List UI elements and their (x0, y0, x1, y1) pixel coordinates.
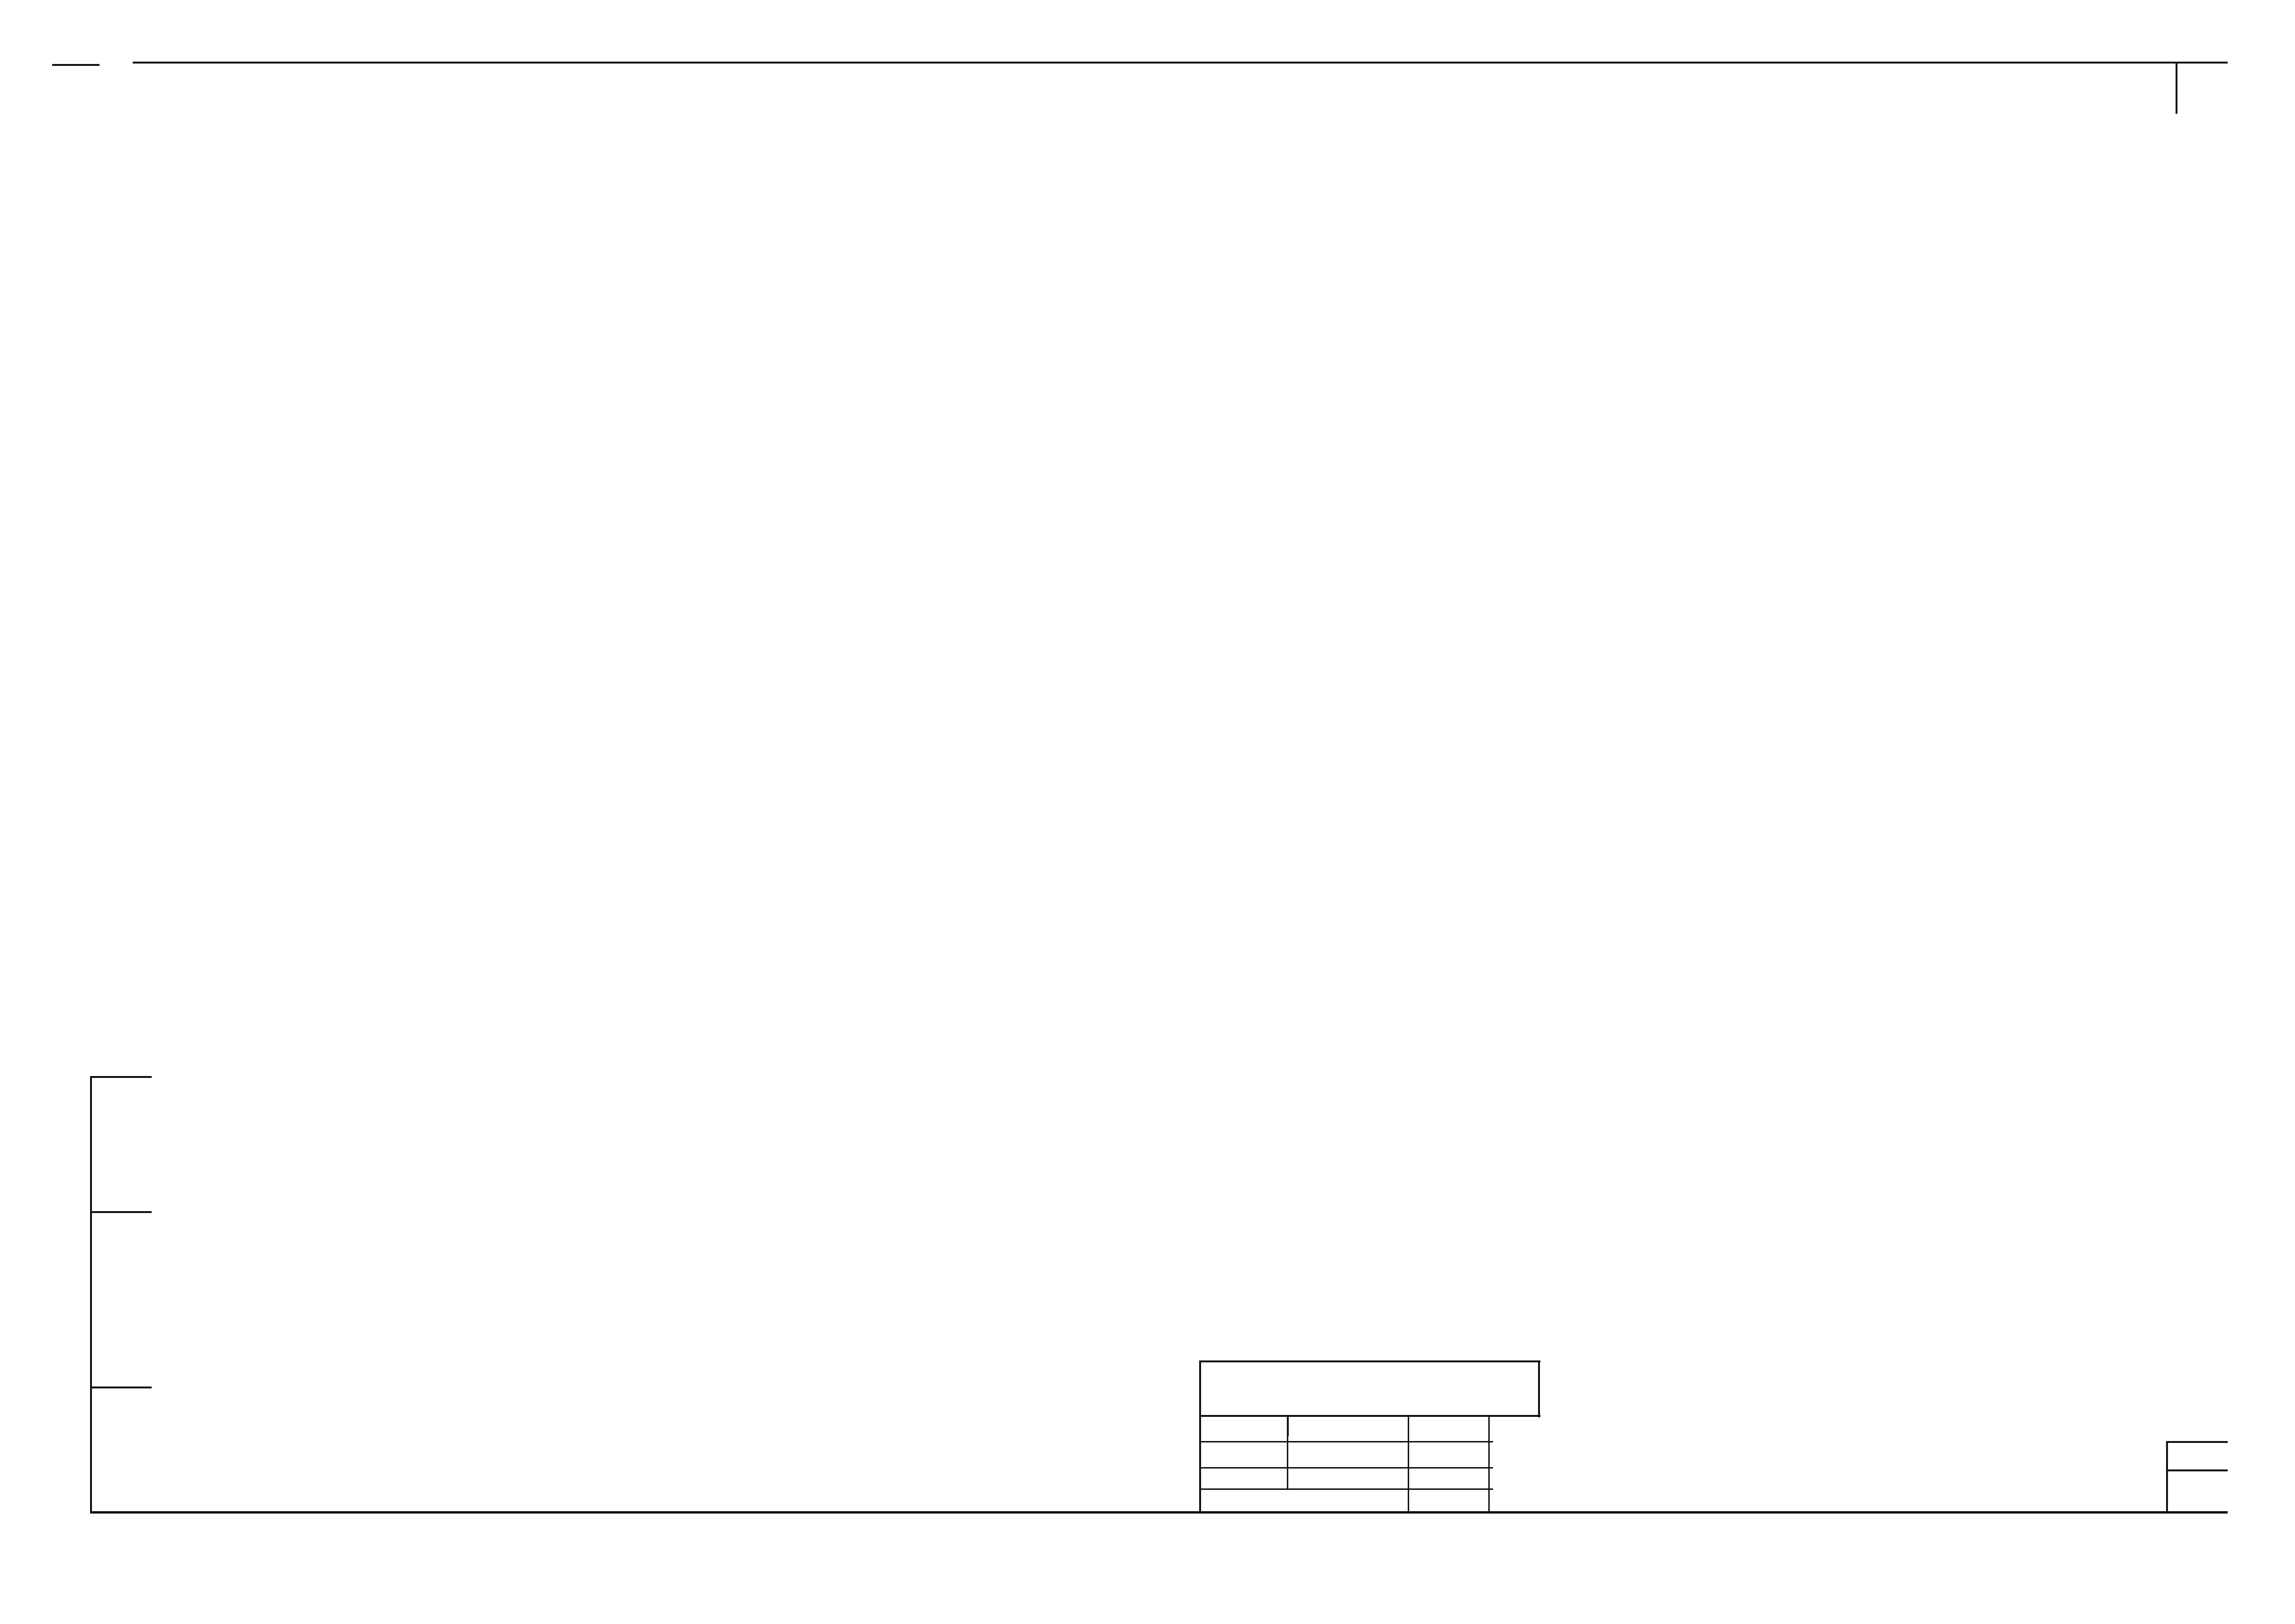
header-mass (2083, 119, 2218, 289)
side-label-vzam (111, 1088, 130, 1202)
header-name-line1 (265, 152, 1138, 190)
header-unit (1332, 114, 1484, 175)
header-quantity (1979, 128, 2081, 284)
header-equipment-code (1668, 128, 1849, 275)
side-label-podpis (111, 1218, 130, 1379)
header-unit-code (1410, 180, 1484, 289)
side-label-inv (111, 1384, 130, 1522)
header-unit-name (1332, 180, 1408, 289)
header-factory-code (1488, 128, 1664, 275)
header-name-line2 (265, 199, 1138, 237)
header-position (156, 156, 261, 228)
header-type (1147, 121, 1327, 296)
header-price (1851, 123, 1976, 289)
